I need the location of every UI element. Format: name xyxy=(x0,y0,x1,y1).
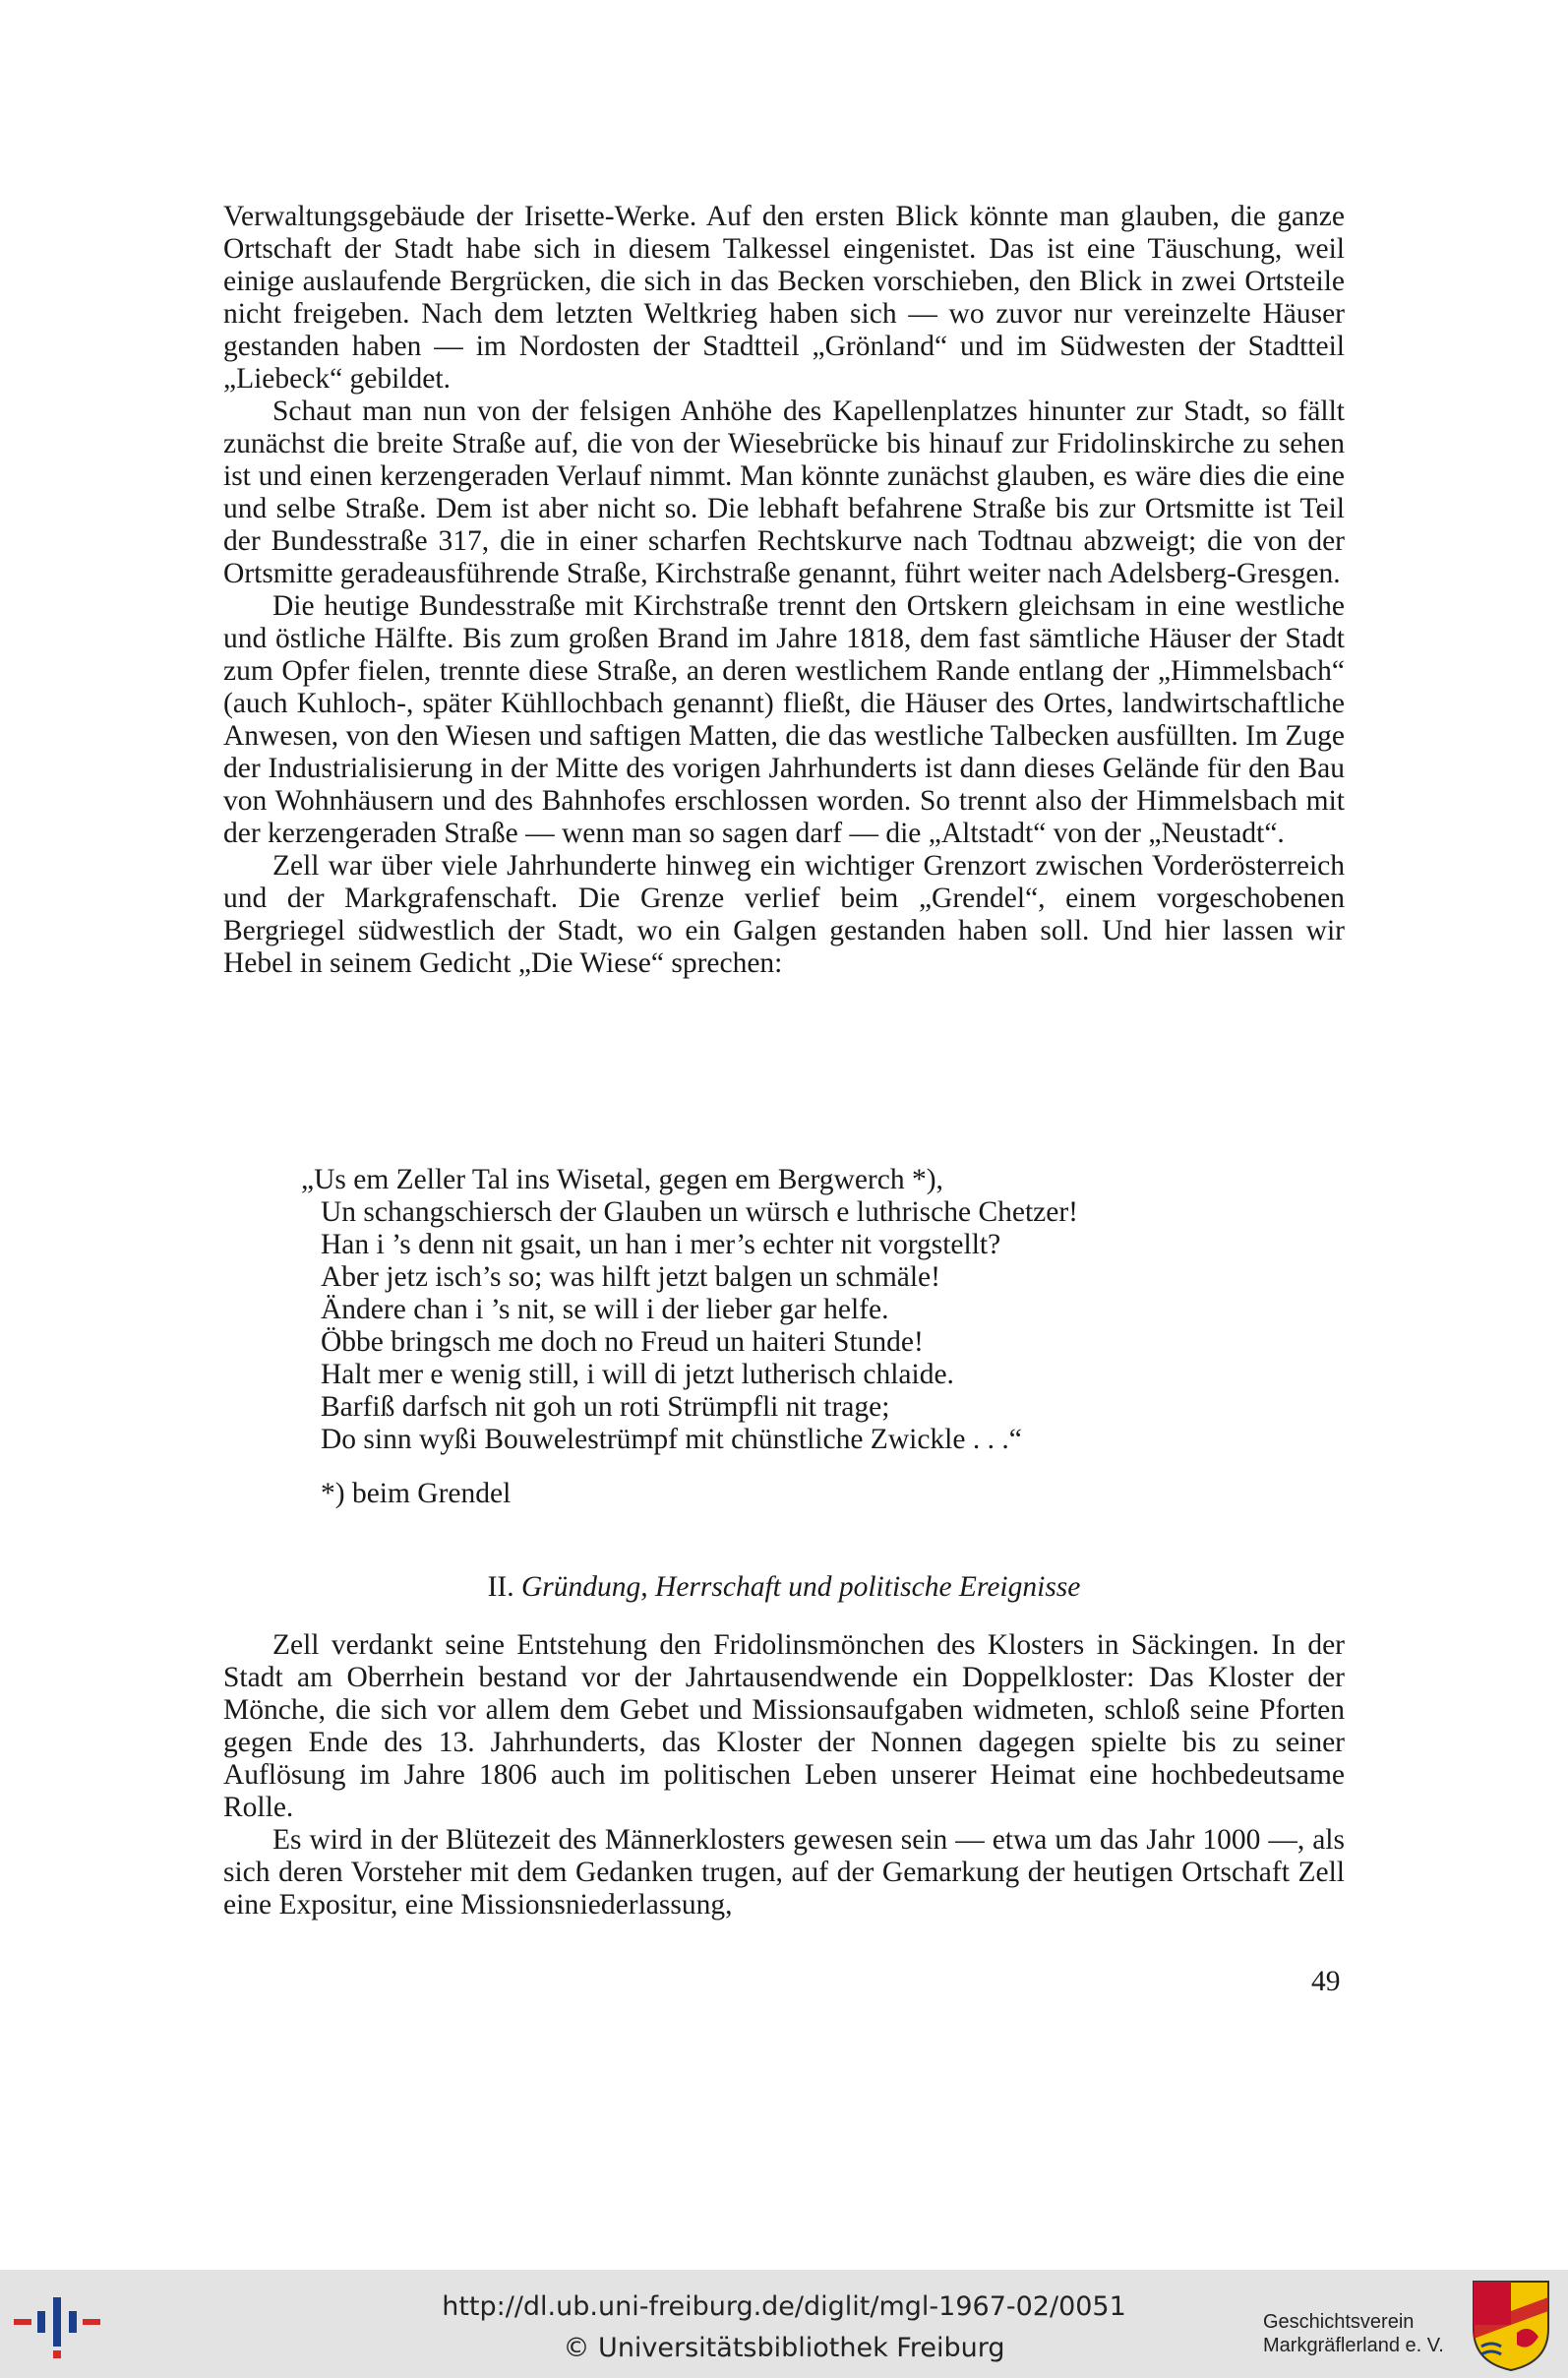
poem-line: Do sinn wyßi Bouwelestrümpf mit chünstliche Zwickle . . .“ xyxy=(321,1424,1022,1455)
poem-line: Un schangschiersch der Glauben un würsch e luthrische Chetzer! xyxy=(321,1196,1079,1228)
section-title: Gründung, Herrschaft und politische Ereignisse xyxy=(521,1571,1081,1603)
poem-quote xyxy=(301,1164,1078,1456)
body-text-top xyxy=(223,201,1345,980)
poem-line: Barfiß darfsch nit goh un roti Strümpfli nit trage; xyxy=(321,1391,890,1423)
poem-line: Aber jetz isch’s so; was hilft jetzt balgen un schmäle! xyxy=(321,1261,940,1293)
poem-line: Halt mer e wenig still, i will di jetzt lutherisch chlaide. xyxy=(321,1359,954,1390)
poem-line: Ändere chan i ’s nit, se will i der lieber gar helfe. xyxy=(321,1294,889,1325)
footer-copyright: © Universitätsbibliothek Freiburg xyxy=(563,2333,1005,2363)
paragraph: Zell war über viele Jahrhunderte hinweg ein wichtiger Grenzort zwischen Vorderösterreich und der Markgrafenschaft. Die Grenze verlief beim „Grendel“, einem vorgeschobenen Bergriegel südwestlich der Stadt, wo ein Galgen gestanden haben soll. Und hier lassen wir Hebel in seinem Gedicht „Die Wiese“ sprechen: xyxy=(223,850,1345,979)
footnote: *) beim Grendel xyxy=(321,1478,512,1509)
paragraph: Die heutige Bundesstraße mit Kirchstraße trennt den Ortskern gleichsam in eine westliche und östliche Hälfte. Bis zum großen Brand im Jahre 1818, dem fast sämtliche Häuser der Stadt zum Opfer fielen, trennte diese Straße, an deren westlichem Rande entlang der „Himmelsbach“ (auch Kuhloch-, später Kühllochbach genannt) fließt, die Häuser des Ortes, landwirtschaftliche Anwesen, von den Wiesen und saftigen Matten, die das westliche Talbecken ausfüllten. Im Zuge der Industrialisierung in der Mitte des vorigen Jahrhunderts ist dann dieses Gelände für den Bau von Wohnhäusern und des Bahnhofes erschlossen worden. So trennt also der Himmelsbach mit der kerzengeraden Straße — wenn man so sagen darf — die „Altstadt“ von der „Neustadt“. xyxy=(223,590,1345,849)
page-number: 49 xyxy=(1311,1966,1341,1997)
poem-line: „Us em Zeller Tal ins Wisetal, gegen em Bergwerch *), xyxy=(301,1164,943,1195)
poem-line: Öbbe bringsch me doch no Freud un haiteri Stunde! xyxy=(321,1326,924,1358)
section-numeral: II. xyxy=(487,1571,514,1603)
coat-of-arms-icon xyxy=(1470,2278,1552,2372)
paragraph: Zell verdankt seine Entstehung den Fridolinsmönchen des Klosters in Säckingen. In der Stadt am Oberrhein bestand vor der Jahrtausendwende ein Doppelkloster: Das Kloster der Mönche, die sich vor allem dem Gebet und Missionsaufgaben widmeten, schloß seine Pforten gegen Ende des 13. Jahrhunderts, das Kloster der Nonnen dagegen spielte bis zu seiner Auflösung im Jahre 1806 auch im politischen Leben unserer Heimat eine hochbedeutsame Rolle. xyxy=(223,1629,1345,1823)
section-heading xyxy=(0,1571,1568,1604)
paragraph: Verwaltungsgebäude der Irisette-Werke. Auf den ersten Blick könnte man glauben, die ganze Ortschaft der Stadt habe sich in diesem Talkessel eingenistet. Das ist eine Täuschung, weil einige auslaufende Bergrücken, die sich in das Becken vorschieben, den Blick in zwei Ortsteile nicht freigeben. Nach dem letzten Weltkrieg haben sich — wo zuvor nur vereinzelte Häuser gestanden haben — im Nordosten der Stadtteil „Grönland“ und im Südwesten der Stadtteil „Liebeck“ gebildet. xyxy=(223,201,1345,395)
poem-line: Han i ’s denn nit gsait, un han i mer’s echter nit vorgstellt? xyxy=(321,1229,1001,1260)
paragraph: Es wird in der Blütezeit des Männerklosters gewesen sein — etwa um das Jahr 1000 —, als sich deren Vorsteher mit dem Gedanken trugen, auf der Gemarkung der heutigen Ortschaft Zell eine Expositur, eine Missionsniederlassung, xyxy=(223,1824,1345,1921)
paragraph: Schaut man nun von der felsigen Anhöhe des Kapellenplatzes hinunter zur Stadt, so fällt zunächst die breite Straße auf, die von der Wiesebrücke bis hinauf zur Fridolinskirche zu sehen ist und einen kerzengeraden Verlauf nimmt. Man könnte zunächst glauben, es wäre dies die eine und selbe Straße. Dem ist aber nicht so. Die lebhaft befahrene Straße bis zur Ortsmitte ist Teil der Bundesstraße 317, die in einer scharfen Rechtskurve nach Todtnau abzweigt; die von der Ortsmitte geradeausführende Straße, Kirchstraße genannt, führt weiter nach Adelsberg-Gresgen. xyxy=(223,396,1345,589)
society-line-2: Markgräflerland e. V. xyxy=(1263,2335,1444,2356)
footer-url[interactable]: http://dl.ub.uni-freiburg.de/diglit/mgl-1967-02/0051 xyxy=(442,2291,1126,2322)
society-line-1: Geschichtsverein xyxy=(1263,2311,1415,2333)
society-name xyxy=(1263,2310,1444,2357)
footer-bar xyxy=(0,2270,1568,2378)
body-text-bottom xyxy=(223,1629,1345,1921)
